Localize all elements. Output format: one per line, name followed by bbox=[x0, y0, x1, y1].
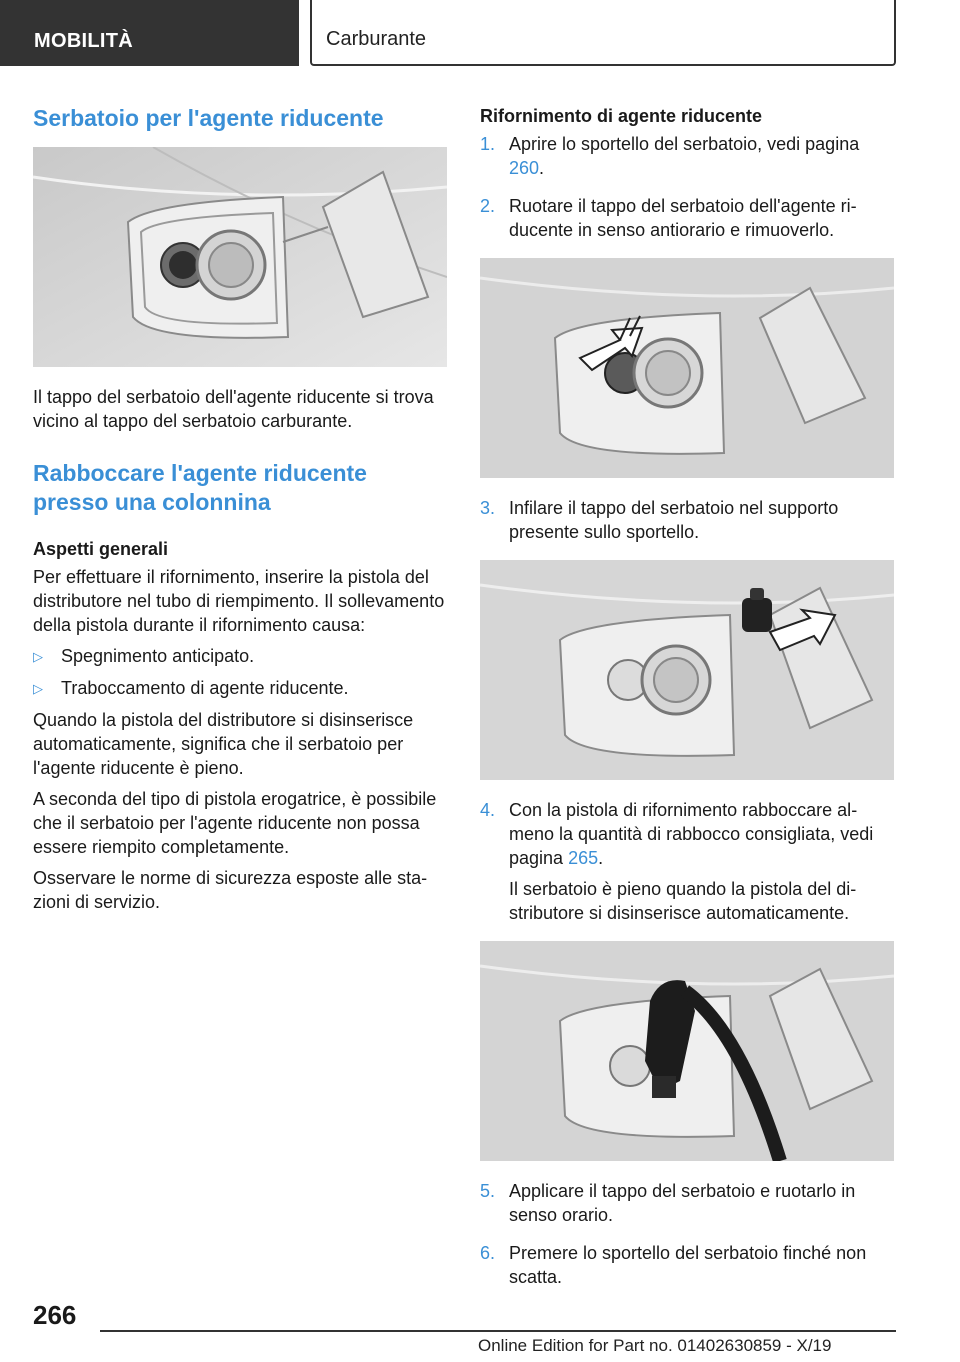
page-link[interactable]: 265 bbox=[568, 848, 599, 868]
section-title-refill bbox=[33, 459, 447, 517]
figure-remove-cap bbox=[480, 258, 894, 478]
step-item: 1. Aprire lo sportello del serbatoio, vedi pagina 260. bbox=[480, 132, 894, 187]
subhead-general: Aspetti generali bbox=[33, 539, 169, 559]
step-text: Ruotare il tappo del serbatoio dell'agente riducente in senso antiorario e rimuoverlo. bbox=[509, 196, 857, 240]
step-item bbox=[480, 194, 894, 249]
step-note: Il serbatoio è pieno quando la pistola del distributore si disinserisce automaticamente. bbox=[509, 879, 857, 923]
figure-store-cap bbox=[480, 560, 894, 780]
intro-text: Il tappo del serbatoio dell'agente riducente si trova vicino al tappo del serbatoio carburante. bbox=[33, 387, 434, 431]
bullet-item bbox=[33, 676, 447, 701]
step-number: 6. bbox=[480, 1243, 496, 1263]
section-tab bbox=[0, 0, 299, 66]
paragraph-4: Osservare le norme di sicurezza esposte alle stazioni di servizio. bbox=[33, 868, 428, 912]
subhead-refill: Rifornimento di agente riducente bbox=[480, 106, 763, 126]
step-text: Con la pistola di rifornimento rabboccare almeno la quantità di rabbocco consigliata, vedi pagina bbox=[509, 800, 874, 868]
footer-divider bbox=[100, 1330, 896, 1332]
figure-reductant-cap bbox=[33, 147, 447, 367]
illustration-store-cap bbox=[480, 560, 894, 780]
paragraph-2: Quando la pistola del distributore si disinserisce automaticamente, significa che il serbatoio per l'agente riducente è pieno. bbox=[33, 710, 414, 778]
step-text: Applicare il tappo del serbatoio e ruotarlo in senso orario. bbox=[509, 1181, 856, 1225]
chapter-label: Carburante bbox=[326, 28, 427, 50]
step-number: 4. bbox=[480, 800, 496, 820]
triangle-bullet-icon: ▷ bbox=[33, 681, 43, 696]
bullet-item bbox=[33, 644, 447, 669]
right-column bbox=[480, 104, 894, 1303]
figure-refill-nozzle bbox=[480, 941, 894, 1161]
step-text: Aprire lo sportello del serbatoio, vedi pagina bbox=[509, 134, 860, 154]
left-column bbox=[33, 104, 447, 921]
page-link[interactable]: 260 bbox=[509, 158, 540, 178]
paragraph-3: A seconda del tipo di pistola erogatrice, è possibile che il serbatoio per l'agente riducente non possa essere riempito completamente. bbox=[33, 789, 437, 857]
chapter-tab bbox=[310, 0, 896, 66]
illustration-refill-nozzle bbox=[480, 941, 894, 1161]
step-item: 4. Con la pistola di rifornimento rabboccare almeno la quantità di rabbocco consigliata, vedi pagina 265. Il serbatoio è pieno quando la pistola del distributore si disinserisce automaticamente. bbox=[480, 798, 894, 932]
footer-edition: Online Edition for Part no. 01402630859 - X/19 bbox=[478, 1336, 832, 1355]
step-number: 2. bbox=[480, 196, 496, 216]
step-item bbox=[480, 1179, 894, 1234]
title-line-2: presso una colonnina bbox=[33, 489, 271, 515]
section-label: MOBILITÀ bbox=[34, 30, 134, 52]
step-number: 1. bbox=[480, 134, 496, 154]
title-line-1: Rabboccare l'agente riducente bbox=[33, 460, 367, 486]
illustration-fuel-door bbox=[33, 147, 447, 367]
triangle-bullet-icon: ▷ bbox=[33, 649, 43, 664]
section-title-tank: Serbatoio per l'agente riducente bbox=[33, 105, 384, 131]
step-item bbox=[480, 496, 894, 551]
paragraph-1: Per effettuare il rifornimento, inserire la pistola del distributore nel tubo di riempimento. Il sollevamento della pistola durante il rifornimento causa: bbox=[33, 567, 445, 635]
page-number: 266 bbox=[33, 1300, 77, 1330]
step-text: Premere lo sportello del serbatoio finché non scatta. bbox=[509, 1243, 867, 1287]
step-text: Infilare il tappo del serbatoio nel supporto presente sullo sportello. bbox=[509, 498, 839, 542]
step-item bbox=[480, 1241, 894, 1296]
illustration-remove-cap bbox=[480, 258, 894, 478]
step-number: 5. bbox=[480, 1181, 496, 1201]
bullet-text: Spegnimento anticipato. bbox=[61, 646, 255, 666]
step-number: 3. bbox=[480, 498, 496, 518]
bullet-text: Traboccamento di agente riducente. bbox=[61, 678, 349, 698]
